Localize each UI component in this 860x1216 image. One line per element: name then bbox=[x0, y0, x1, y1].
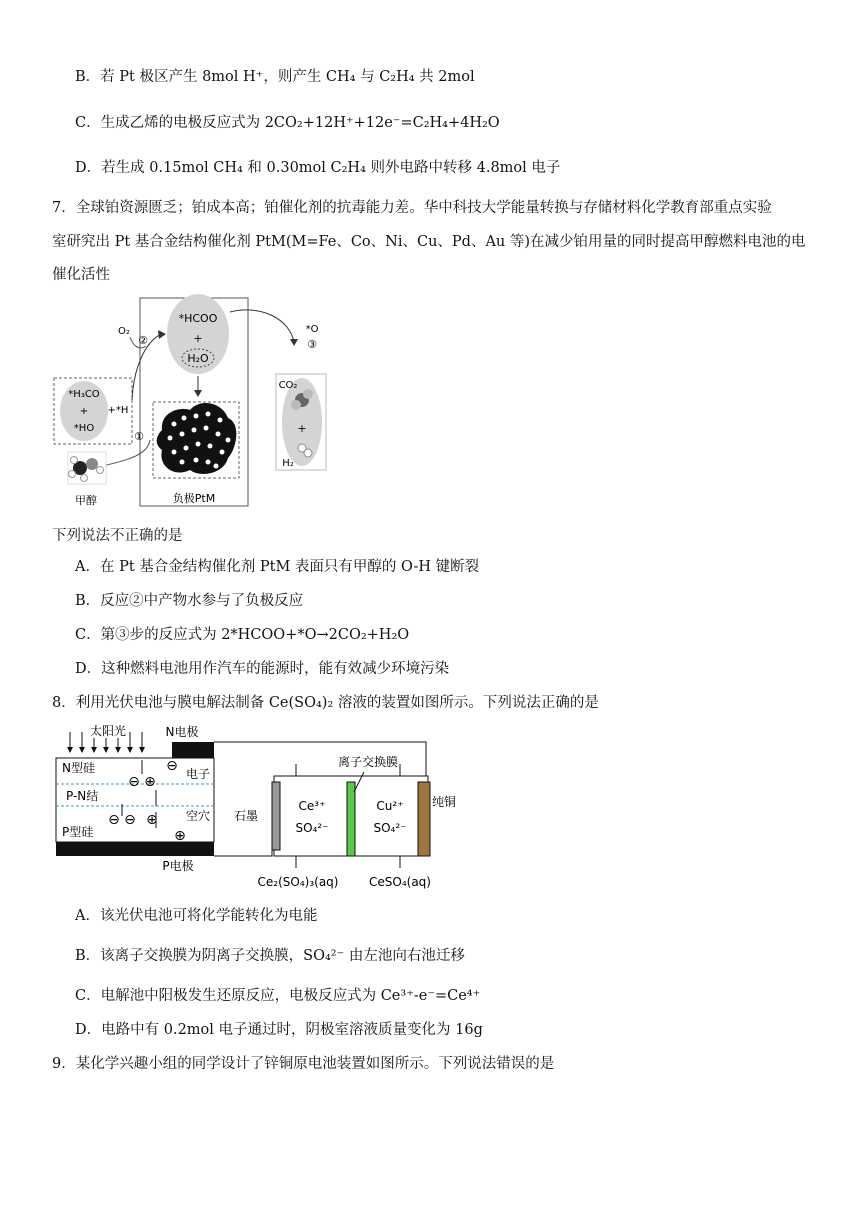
q7-catalysis-figure bbox=[50, 290, 340, 512]
n-electrode-label: N电极 bbox=[165, 725, 199, 739]
q6-option-b: B．若 Pt 极区产生 8mol H⁺，则产生 CH₄ 与 C₂H₄ 共 2mol bbox=[75, 69, 475, 85]
svg-text:⊖: ⊖ bbox=[108, 812, 120, 828]
step2-label: ② bbox=[138, 334, 148, 347]
q7-option-a: A．在 Pt 基合金结构催化剂 PtM 表面只有甲醇的 O-H 键断裂 bbox=[75, 559, 480, 575]
left-ion-1: Ce³⁺ bbox=[298, 799, 326, 813]
h2o-label: H₂O bbox=[187, 352, 209, 365]
membrane-label: 离子交换膜 bbox=[337, 755, 399, 769]
feed-right-label: CeSO₄(aq) bbox=[369, 875, 431, 889]
svg-text:⊖: ⊖ bbox=[128, 774, 140, 790]
n-electrode bbox=[172, 742, 214, 758]
o-star-label: *O bbox=[305, 324, 319, 335]
q7-stem-line1: 7．全球铂资源匮乏；铂成本高；铂催化剂的抗毒能力差。华中科技大学能量转换与存储材料化学教育部重点实验 bbox=[52, 200, 772, 216]
o2-label: O₂ bbox=[118, 326, 130, 337]
q8-stem: 8．利用光伏电池与膜电解法制备 Ce(SO₄)₂ 溶液的装置如图所示。下列说法正确的是 bbox=[52, 695, 599, 711]
svg-text:+: + bbox=[193, 332, 203, 345]
h3co-label: *H₃CO bbox=[68, 389, 100, 400]
right-ion-2: SO₄²⁻ bbox=[373, 821, 407, 835]
q8-option-d: D．电路中有 0.2mol 电子通过时，阴极室溶液质量变化为 16g bbox=[75, 1022, 483, 1038]
ion-exchange-membrane bbox=[347, 782, 355, 856]
copper-label: 纯铜 bbox=[432, 795, 457, 809]
svg-text:⊕: ⊕ bbox=[174, 828, 186, 844]
q9-stem: 9．某化学兴趣小组的同学设计了锌铜原电池装置如图所示。下列说法错误的是 bbox=[52, 1056, 555, 1072]
n-si-label: N型硅 bbox=[62, 761, 95, 775]
q7-stem-line2: 室研究出 Pt 基合金结构催化剂 PtM(M=Fe、Co、Ni、Cu、Pd、Au 等)在减少铂用量的同时提高甲醇燃料电池的电 bbox=[52, 234, 806, 250]
right-ion-1: Cu²⁺ bbox=[376, 799, 404, 813]
copper-electrode bbox=[418, 782, 430, 856]
q7-stem-line3: 催化活性 bbox=[52, 267, 110, 283]
anode-label: 负极PtM bbox=[172, 492, 216, 505]
co2-label: CO₂ bbox=[278, 380, 298, 391]
left-ion-2: SO₄²⁻ bbox=[295, 821, 329, 835]
graphite-label: 石墨 bbox=[233, 809, 259, 823]
q7-option-d: D．这种燃料电池用作汽车的能源时，能有效减少环境污染 bbox=[75, 661, 450, 677]
q7-prompt: 下列说法不正确的是 bbox=[52, 528, 183, 544]
sunlight-label: 太阳光 bbox=[89, 724, 127, 738]
h2-label: H₂ bbox=[282, 458, 294, 469]
svg-text:⊖: ⊖ bbox=[166, 758, 178, 774]
q6-option-c: C．生成乙烯的电极反应式为 2CO₂+12H⁺+12e⁻=C₂H₄+4H₂O bbox=[75, 115, 500, 131]
q8-option-b: B．该离子交换膜为阴离子交换膜，SO₄²⁻ 由左池向右池迁移 bbox=[75, 948, 465, 964]
svg-text:+: + bbox=[297, 422, 307, 435]
hole-label: 空穴 bbox=[186, 809, 211, 823]
methanol-label: 甲醇 bbox=[75, 494, 97, 507]
svg-text:⊕: ⊕ bbox=[144, 774, 156, 790]
q7-option-b: B．反应②中产物水参与了负极反应 bbox=[75, 593, 304, 609]
q6-option-d: D．若生成 0.15mol CH₄ 和 0.30mol C₂H₄ 则外电路中转移 4.8mol 电子 bbox=[75, 160, 561, 176]
q7-option-c: C．第③步的反应式为 2*HCOO+*O→2CO₂+H₂O bbox=[75, 627, 410, 643]
q8-apparatus-figure bbox=[52, 720, 457, 894]
ho-label: *HO bbox=[73, 423, 95, 434]
q8-option-c: C．电解池中阳极发生还原反应，电极反应式为 Ce³⁺-e⁻=Ce⁴⁺ bbox=[75, 988, 481, 1004]
p-electrode-label: P电极 bbox=[162, 859, 194, 873]
q8-option-a: A．该光伏电池可将化学能转化为电能 bbox=[75, 908, 318, 924]
graphite-electrode bbox=[272, 782, 280, 850]
step1-label: ① bbox=[134, 430, 144, 443]
feed-left-label: Ce₂(SO₄)₃(aq) bbox=[257, 875, 339, 889]
hcoo-label: *HCOO bbox=[178, 312, 218, 325]
p-electrode bbox=[56, 842, 214, 856]
step3-label: ③ bbox=[307, 338, 317, 351]
p-si-label: P型硅 bbox=[62, 825, 94, 839]
pn-label: P-N结 bbox=[66, 789, 99, 803]
svg-text:+: + bbox=[79, 406, 89, 417]
svg-text:⊖: ⊖ bbox=[124, 812, 136, 828]
plus-h-label: +*H bbox=[107, 405, 129, 416]
svg-text:⊕: ⊕ bbox=[146, 812, 158, 828]
wire-bottom bbox=[214, 840, 272, 856]
electron-label: 电子 bbox=[186, 767, 211, 781]
